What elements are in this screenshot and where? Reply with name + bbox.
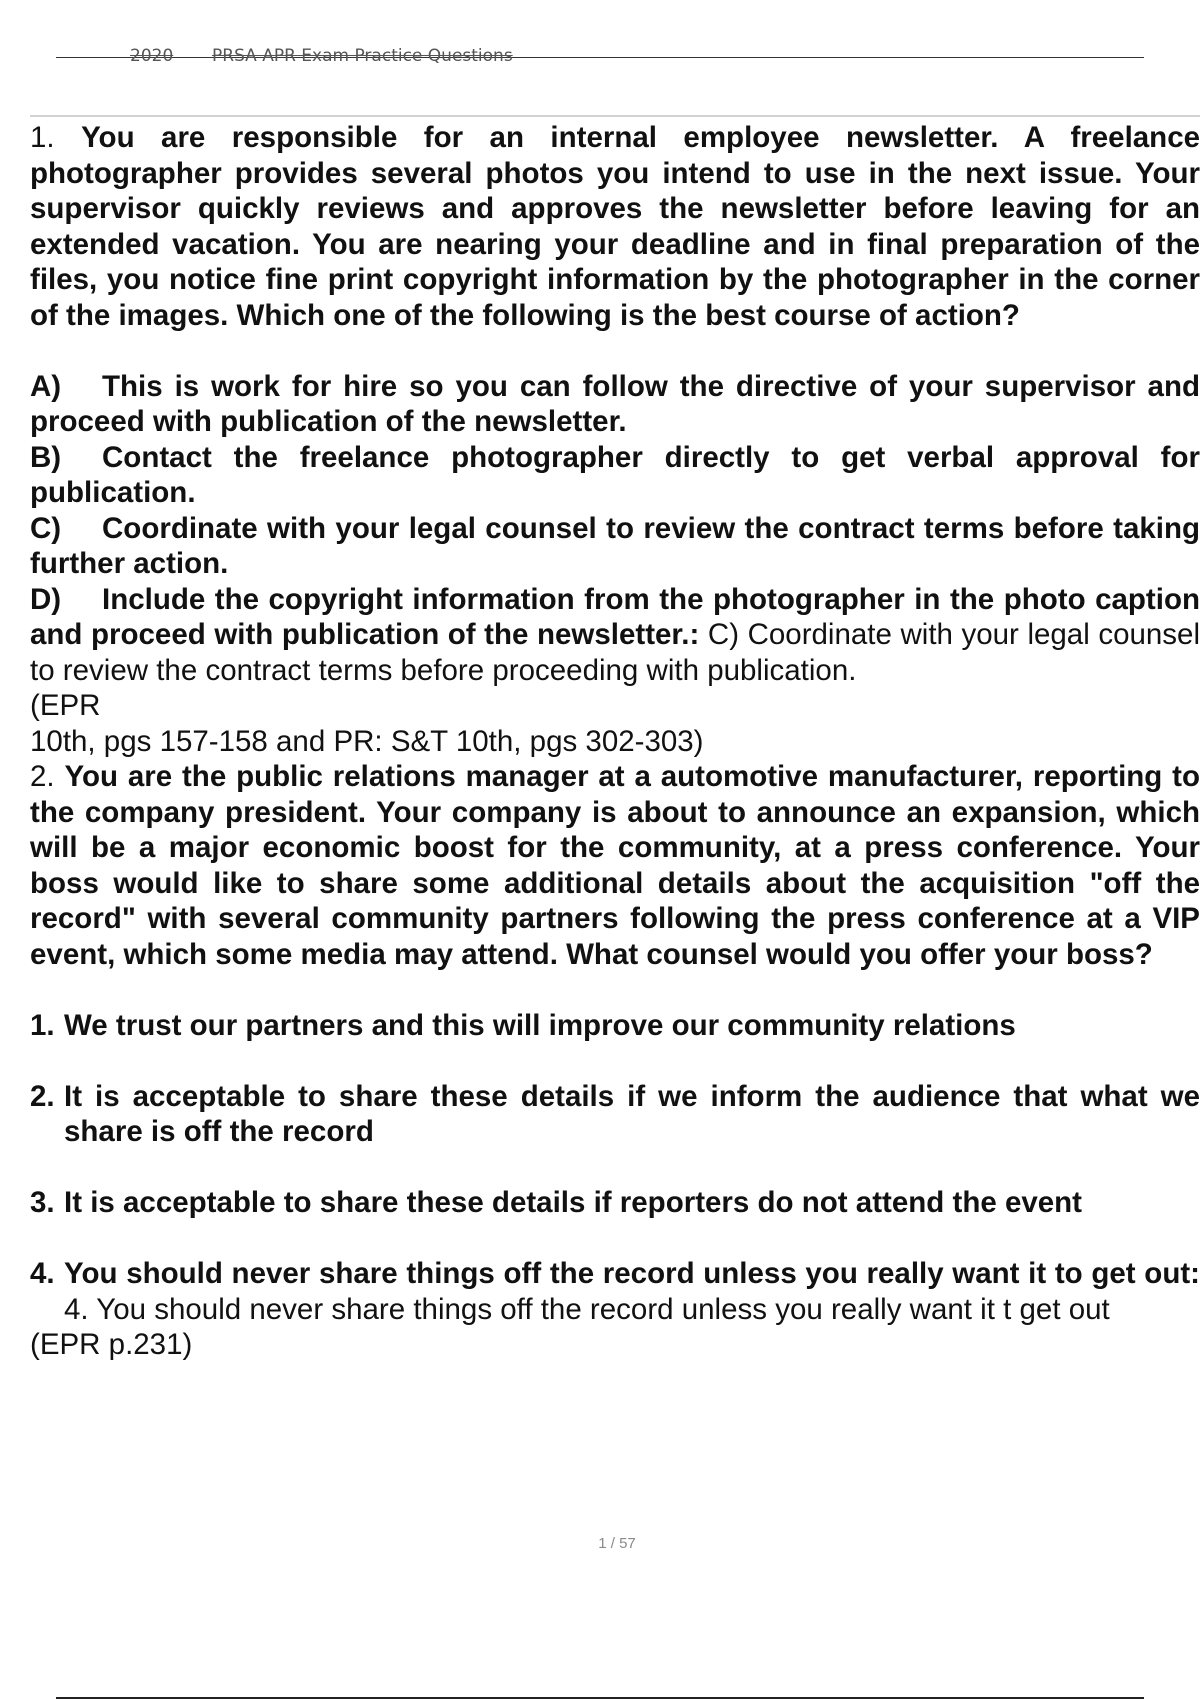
header-title: PRSA APR Exam Practice Questions: [212, 46, 513, 66]
spacer: [30, 1150, 1200, 1186]
spacer: [30, 972, 1200, 1008]
question-2-option-3: [30, 1185, 1200, 1221]
option-letter: B): [30, 440, 62, 474]
question-1-source-line-1: (EPR: [30, 689, 101, 722]
question-2-option-2: [30, 1079, 1200, 1150]
footer-rule: [56, 1697, 1144, 1699]
question-2-answer: 4. You should never share things off the record unless you really want it t get out: [64, 1292, 1110, 1326]
question-2-option-4: [30, 1256, 1200, 1327]
spacer: [30, 1043, 1200, 1079]
option-text: It is acceptable to share these details if reporters do not attend the event: [64, 1186, 1083, 1219]
question-1-text: You are responsible for an internal employee newsletter. A freelance photographer provides several photos you intend to use in the next issue. Your supervisor quickly reviews and approves the newsletter before leaving for an extended vacation. You are nearing your deadline and in final preparation of the files, you notice fine print copyright information by the photographer in the corner of the images. Which one of the following is the best course of action?: [30, 121, 1200, 332]
question-1-number: 1.: [30, 121, 55, 154]
running-header: [56, 46, 1144, 70]
option-text: This is work for hire so you can follow the directive of your supervisor and proceed with publication of the newsletter.: [30, 369, 1200, 438]
page-content: [30, 120, 1200, 1363]
header-year: 2020: [130, 46, 174, 66]
spacer: [30, 333, 1200, 369]
option-number: 4.: [30, 1257, 55, 1290]
option-text: Contact the freelance photographer directly to get verbal approval for publication.: [30, 440, 1200, 509]
option-number: 2.: [30, 1079, 55, 1113]
option-text: You should never share things off the record unless you really want it to get out:: [64, 1257, 1200, 1290]
spacer: [30, 1221, 1200, 1257]
question-2-number: 2.: [30, 760, 55, 793]
question-1-option-b: [30, 440, 1200, 511]
question-2-stem: [30, 759, 1200, 972]
option-letter: C): [30, 511, 62, 545]
option-number: 1.: [30, 1008, 55, 1042]
question-2-source: (EPR p.231): [30, 1328, 193, 1361]
option-letter: D): [30, 582, 62, 616]
question-1-answer: C) Coordinate with your legal counsel to review the contract terms before proceeding with publication.: [30, 618, 1200, 687]
question-1-option-a: [30, 369, 1200, 440]
option-text: Coordinate with your legal counsel to review the contract terms before taking further action.: [30, 511, 1200, 580]
option-4-content: [64, 1256, 1200, 1327]
question-2-option-1: [30, 1008, 1200, 1044]
question-2-options: [30, 1008, 1200, 1328]
question-1-option-c: [30, 511, 1200, 582]
option-text: We trust our partners and this will improve our community relations: [64, 1008, 1016, 1042]
question-1-source-line-2: 10th, pgs 157-158 and PR: S&T 10th, pgs 302-303): [30, 724, 704, 758]
page-number: 1 / 57: [598, 1535, 636, 1552]
content-top-rule: [30, 115, 1200, 117]
option-text: Include the copyright information from the photographer in the photo caption and proceed with publication of the newsletter.:: [30, 582, 1200, 651]
question-1-option-d: [30, 582, 1200, 689]
question-1-stem: [30, 120, 1200, 333]
option-number: 3.: [30, 1186, 55, 1219]
option-letter: A): [30, 369, 62, 403]
option-text: It is acceptable to share these details if we inform the audience that what we share is off the record: [64, 1079, 1200, 1148]
question-2-text: You are the public relations manager at a automotive manufacturer, reporting to the company president. Your company is about to announce an expansion, which will be a major economic boost for the community, at a press conference. Your boss would like to share some additional details about the acquisition "off the record" with several community partners following the press conference at a VIP event, which some media may attend. What counsel would you offer your boss?: [30, 760, 1200, 971]
